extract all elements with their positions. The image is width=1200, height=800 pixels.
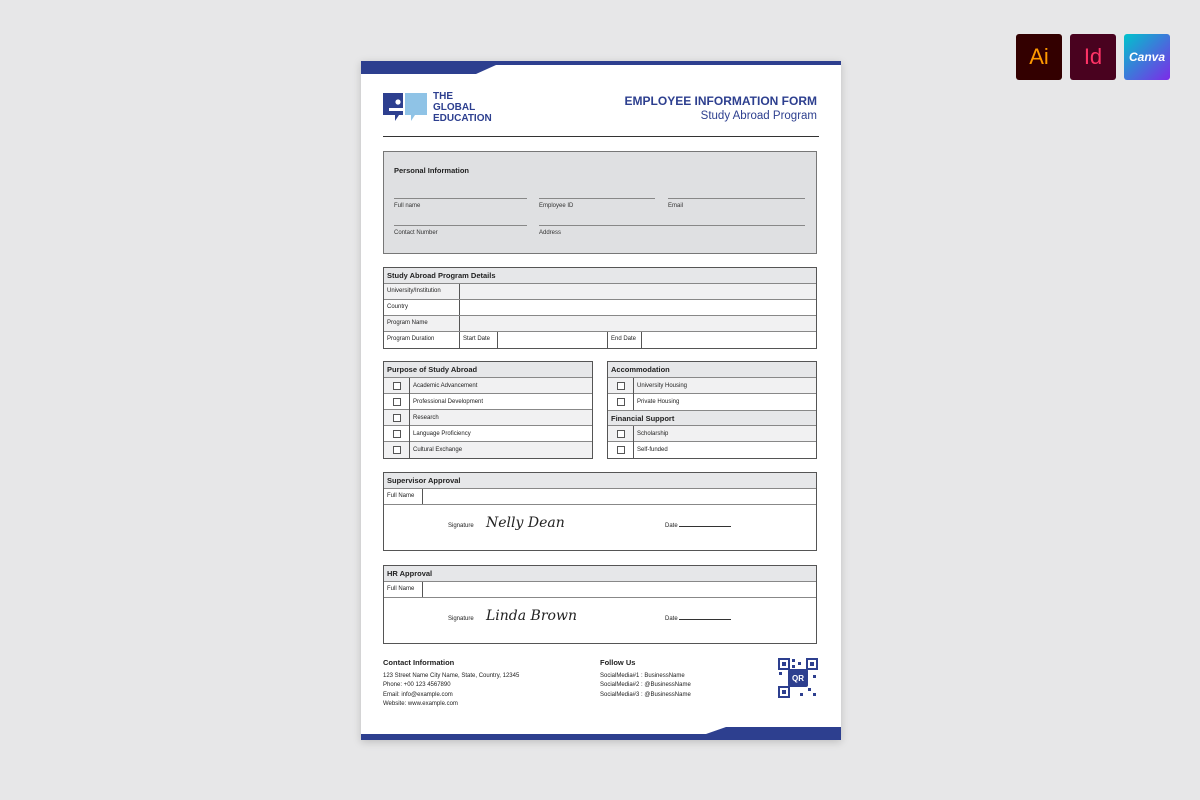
row-label: Full Name	[384, 582, 423, 597]
signature-area	[384, 505, 816, 550]
start-date-input[interactable]	[498, 332, 608, 348]
app-badges	[1016, 34, 1170, 80]
field-label: Contact Number	[394, 230, 438, 236]
table-row	[384, 489, 816, 505]
section-title: Purpose of Study Abroad	[384, 362, 592, 378]
checkbox-cell	[384, 410, 410, 426]
address-field[interactable]	[539, 225, 805, 236]
row-label: Program Name	[384, 316, 460, 331]
row-label: Program Duration	[384, 332, 460, 348]
header-divider	[383, 136, 819, 137]
checkbox-row[interactable]	[384, 394, 592, 410]
checkbox-cell	[608, 442, 634, 458]
program-details-table	[383, 267, 817, 349]
section-title: Personal Information	[394, 166, 470, 175]
footer-title: Contact Information	[383, 658, 455, 667]
footer-title: Follow Us	[600, 658, 636, 667]
hr-signature[interactable]: Linda Brown	[486, 608, 577, 624]
program-name-input[interactable]	[460, 316, 816, 331]
canva-icon	[1124, 34, 1170, 80]
speech-bubble-logo-icon	[383, 91, 427, 125]
form-title-block	[625, 94, 817, 122]
section-title: Financial Support	[608, 410, 816, 426]
checkbox-label: University Housing	[637, 382, 688, 389]
date-line	[679, 526, 731, 527]
date-line	[679, 619, 731, 620]
badge-label: Canva	[1128, 50, 1166, 64]
hr-approval-section	[383, 565, 817, 644]
section-title: HR Approval	[384, 566, 816, 582]
checkbox-cell	[384, 426, 410, 442]
checkbox-label: Scholarship	[637, 430, 669, 437]
table-row	[384, 316, 816, 332]
follow-us	[600, 658, 691, 700]
checkbox[interactable]	[393, 430, 401, 438]
logo-line: THE	[433, 91, 453, 102]
checkbox-cell	[608, 378, 634, 394]
checkbox-row[interactable]	[384, 442, 592, 458]
end-date-label: End Date	[608, 332, 642, 348]
checkbox-label: Academic Advancement	[413, 382, 478, 389]
checkbox-row[interactable]	[608, 378, 816, 394]
contact-email[interactable]: Email: info@example.com	[383, 691, 453, 698]
checkbox[interactable]	[617, 398, 625, 406]
checkbox-cell	[384, 378, 410, 394]
date-field[interactable]	[665, 616, 731, 622]
illustrator-icon	[1016, 34, 1062, 80]
checkbox[interactable]	[393, 398, 401, 406]
logo	[383, 91, 492, 125]
qr-label: QR	[792, 674, 804, 683]
checkbox-label: Language Proficiency	[413, 430, 471, 437]
checkbox[interactable]	[617, 430, 625, 438]
checkbox[interactable]	[393, 382, 401, 390]
checkbox[interactable]	[617, 382, 625, 390]
checkbox-row[interactable]	[608, 426, 816, 442]
section-title: Accommodation	[608, 362, 816, 378]
row-label: University/Institution	[384, 284, 460, 299]
checkbox-cell	[384, 442, 410, 458]
end-date-input[interactable]	[642, 332, 816, 348]
top-decor-band	[361, 61, 841, 74]
checkbox[interactable]	[617, 446, 625, 454]
row-label: Country	[384, 300, 460, 315]
checkbox-label: Research	[413, 414, 439, 421]
indesign-icon	[1070, 34, 1116, 80]
table-row	[384, 332, 816, 348]
checkbox-label: Professional Development	[413, 398, 484, 405]
signature-area	[384, 598, 816, 643]
badge-label: Ai	[1029, 44, 1049, 69]
social-link[interactable]: SocialMedia#1 : BusinessName	[600, 672, 685, 679]
section-title: Study Abroad Program Details	[384, 268, 816, 284]
contact-address: 123 Street Name City Name, State, Country, 12345	[383, 672, 520, 679]
country-input[interactable]	[460, 300, 816, 315]
table-row	[384, 300, 816, 316]
social-link[interactable]: SocialMedia#2 : @BusinessName	[600, 682, 691, 688]
social-link[interactable]: SocialMedia#3 : @BusinessName	[600, 691, 691, 698]
hr-name-input[interactable]	[423, 582, 816, 597]
checkbox-label: Cultural Exchange	[413, 447, 463, 453]
contact-info	[383, 658, 519, 710]
signature-label: Signature	[448, 523, 474, 529]
purpose-table	[383, 361, 593, 459]
table-row	[384, 582, 816, 598]
field-label: Address	[539, 230, 562, 236]
field-label: Employee ID	[539, 203, 574, 209]
field-label: Email	[668, 203, 684, 209]
signature-label: Signature	[448, 616, 474, 622]
checkbox-label: Self-funded	[637, 447, 668, 453]
logo-line: GLOBAL	[433, 102, 476, 113]
supervisor-approval-section	[383, 472, 817, 551]
checkbox-row[interactable]	[384, 410, 592, 426]
date-label: Date	[665, 616, 678, 622]
checkbox-label: Private Housing	[637, 399, 680, 405]
supervisor-name-input[interactable]	[423, 489, 816, 504]
badge-label: Id	[1083, 44, 1103, 69]
checkbox-row[interactable]	[384, 378, 592, 394]
form-title: EMPLOYEE INFORMATION FORM	[624, 94, 817, 108]
contact-website[interactable]: Website: www.example.com	[383, 701, 458, 707]
start-date-label: Start Date	[460, 332, 498, 348]
table-row	[384, 284, 816, 300]
qr-code-icon	[778, 658, 818, 698]
field-label: Full name	[394, 203, 421, 209]
bottom-decor-band	[361, 727, 841, 740]
checkbox[interactable]	[393, 446, 401, 454]
checkbox[interactable]	[393, 414, 401, 422]
full-name-field[interactable]	[394, 198, 527, 209]
checkbox-cell	[608, 426, 634, 442]
personal-info-section	[383, 151, 817, 254]
row-label: Full Name	[384, 489, 423, 504]
contact-number-field[interactable]	[394, 225, 527, 236]
form-sheet	[361, 61, 841, 740]
checkbox-row[interactable]	[608, 442, 816, 458]
email-field[interactable]	[668, 198, 805, 209]
checkbox-cell	[608, 394, 634, 410]
section-title: Supervisor Approval	[384, 473, 816, 489]
logo-line: EDUCATION	[433, 113, 492, 124]
date-label: Date	[665, 523, 678, 529]
logo-text	[433, 91, 492, 124]
checkbox-row[interactable]	[608, 394, 816, 410]
date-field[interactable]	[665, 523, 731, 529]
supervisor-signature[interactable]: Nelly Dean	[486, 515, 565, 531]
contact-phone: Phone: +00 123 4567890	[383, 682, 451, 688]
accommodation-table	[607, 361, 817, 459]
form-subtitle: Study Abroad Program	[700, 110, 817, 122]
checkbox-row[interactable]	[384, 426, 592, 442]
employee-id-field[interactable]	[539, 198, 655, 209]
university-input[interactable]	[460, 284, 816, 299]
checkbox-cell	[384, 394, 410, 410]
